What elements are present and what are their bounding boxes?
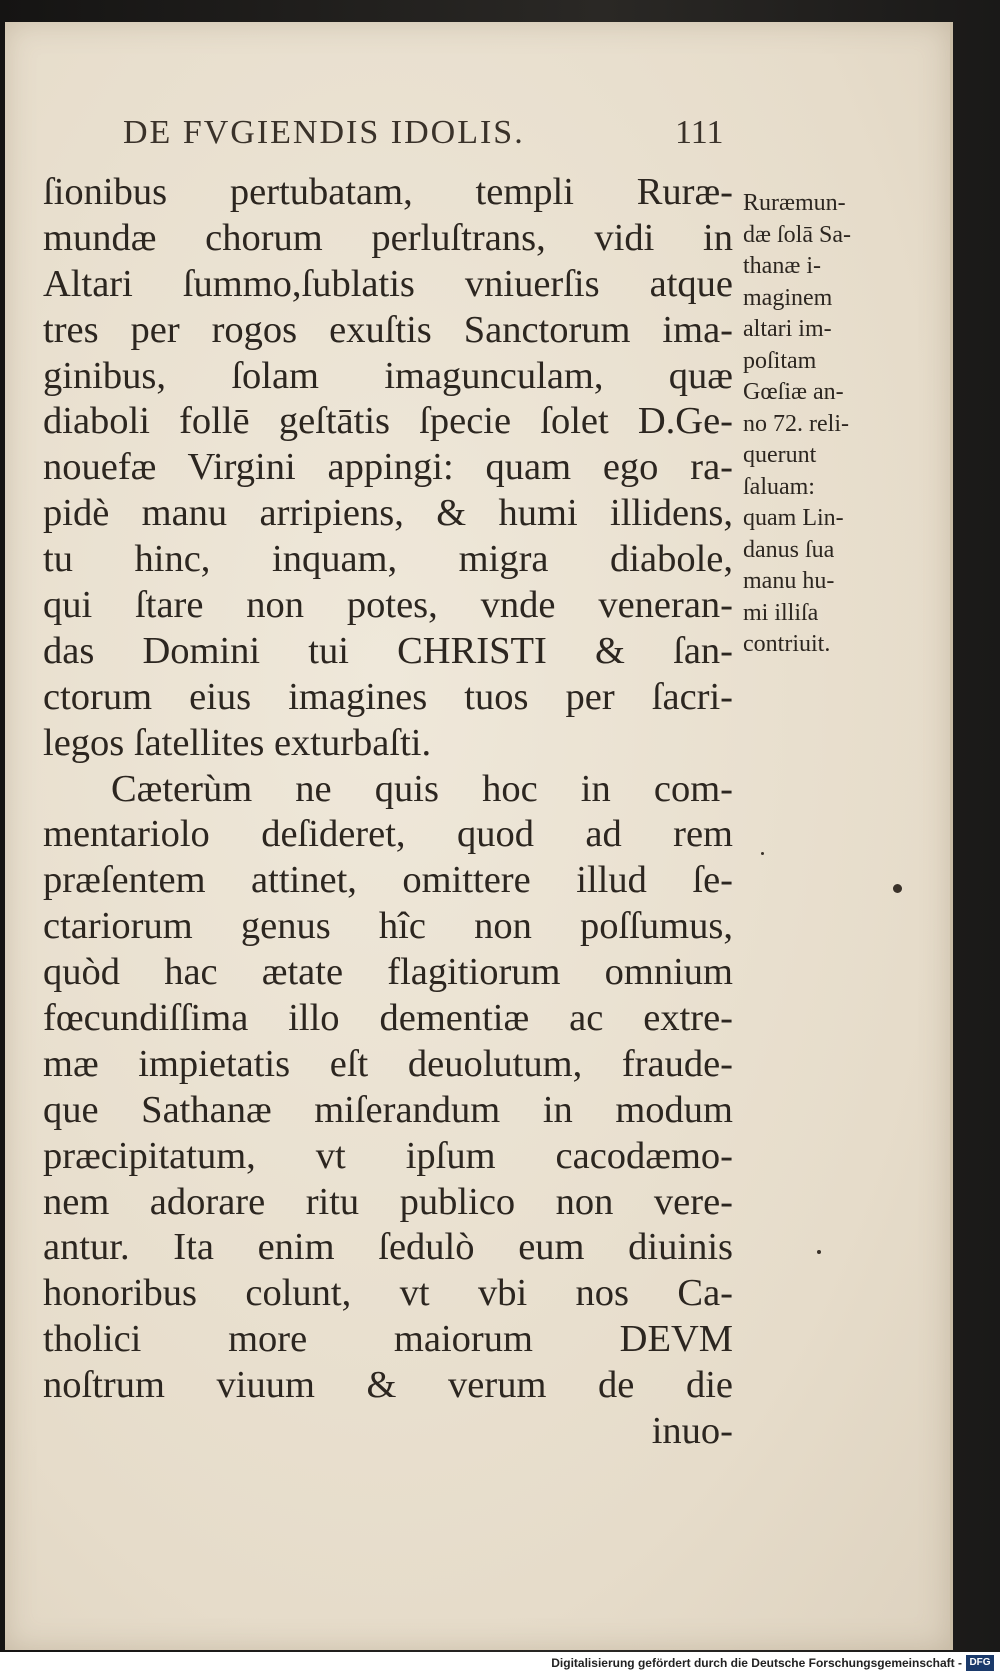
margin-line: quam Lin-: [743, 505, 844, 531]
margin-line: manu hu-: [743, 568, 835, 594]
margin-line: ſaluam:: [743, 473, 815, 500]
margin-line: mi illiſa: [743, 599, 819, 626]
margin-line: no 72. reli-: [743, 410, 849, 437]
text-line: quòd hac ætate flagitiorum omnium: [43, 951, 733, 994]
margin-line: danus ſua: [743, 536, 835, 563]
margin-line: thanæ i-: [743, 253, 821, 279]
book-page: [5, 22, 953, 1650]
margin-line: poſitam: [743, 347, 817, 374]
margin-line: altari im-: [743, 316, 832, 342]
catchword: inuo-: [651, 1410, 733, 1453]
text-line: Cæterùm ne quis hoc in com-: [111, 767, 733, 810]
text-line: præcipitatum, vt ipſum cacodæmo-: [43, 1134, 733, 1177]
text-line: honoribus colunt, vt vbi nos Ca-: [43, 1272, 733, 1315]
dfg-logo-icon: DFG: [966, 1655, 994, 1671]
margin-line: contriuit.: [743, 631, 831, 657]
text-line: ctorum eius imagines tuos per ſacri-: [43, 675, 733, 718]
funding-credit: Digitalisierung gefördert durch die Deutsche Forschungsgemeinschaft -: [551, 1656, 962, 1670]
text-line: mentariolo deſideret, quod ad rem: [43, 813, 733, 856]
text-line: tres per rogos exuſtis Sanctorum ima-: [43, 308, 733, 351]
ink-speck: [817, 1250, 821, 1254]
text-line: ginibus, ſolam imagunculam, quæ: [43, 354, 733, 397]
margin-line: Ruræmun-: [743, 190, 846, 216]
margin-line: maginem: [743, 284, 833, 311]
text-line: que Sathanæ miſerandum in modum: [43, 1088, 733, 1131]
margin-note: [743, 188, 893, 661]
text-line: ſionibus pertubatam, templi Ruræ-: [43, 171, 733, 213]
margin-line: Gœſiæ an-: [743, 379, 844, 405]
text-line: antur. Ita enim ſedulò eum diuinis: [43, 1226, 733, 1269]
text-line: diaboli follē geſtātis ſpecie ſolet D.Ge-: [43, 400, 733, 443]
text-line: das Domini tui CHRISTI & ſan-: [43, 629, 733, 672]
text-line: Altari ſummo,ſublatis vniuerſis atque: [43, 262, 733, 305]
ink-speck: [761, 852, 764, 855]
text-line: mundæ chorum perluſtrans, vidi in: [43, 216, 733, 259]
text-line: nem adorare ritu publico non vere-: [43, 1180, 733, 1223]
text-line: ctariorum genus hîc non poſſumus,: [43, 905, 733, 948]
margin-line: dæ ſolā Sa-: [743, 221, 851, 248]
ink-speck: [893, 884, 902, 893]
text-line: qui ſtare non potes, vnde veneran-: [43, 584, 733, 627]
running-title: DE FVGIENDIS IDOLIS.: [123, 114, 525, 151]
text-line: præſentem attinet, omittere illud ſe-: [43, 859, 733, 902]
text-line: noſtrum viuum & verum de die: [43, 1364, 733, 1407]
page-number: 111: [675, 114, 724, 151]
margin-line: querunt: [743, 442, 817, 468]
text-line: tu hinc, inquam, migra diabole,: [43, 538, 733, 581]
text-line: nouefæ Virgini appingi: quam ego ra-: [43, 446, 733, 489]
text-line: mæ impietatis eſt deuolutum, fraude-: [43, 1042, 733, 1085]
main-text-block: [43, 170, 733, 1455]
text-line: fœcundiſſima illo dementiæ ac extre-: [43, 997, 733, 1040]
text-line: legos ſatellites exturbaſti.: [43, 721, 432, 764]
text-line: pidè manu arripiens, & humi illidens,: [43, 492, 733, 535]
digitization-footer: [0, 1652, 1000, 1676]
text-line: tholici more maiorum DEVM: [43, 1318, 733, 1361]
